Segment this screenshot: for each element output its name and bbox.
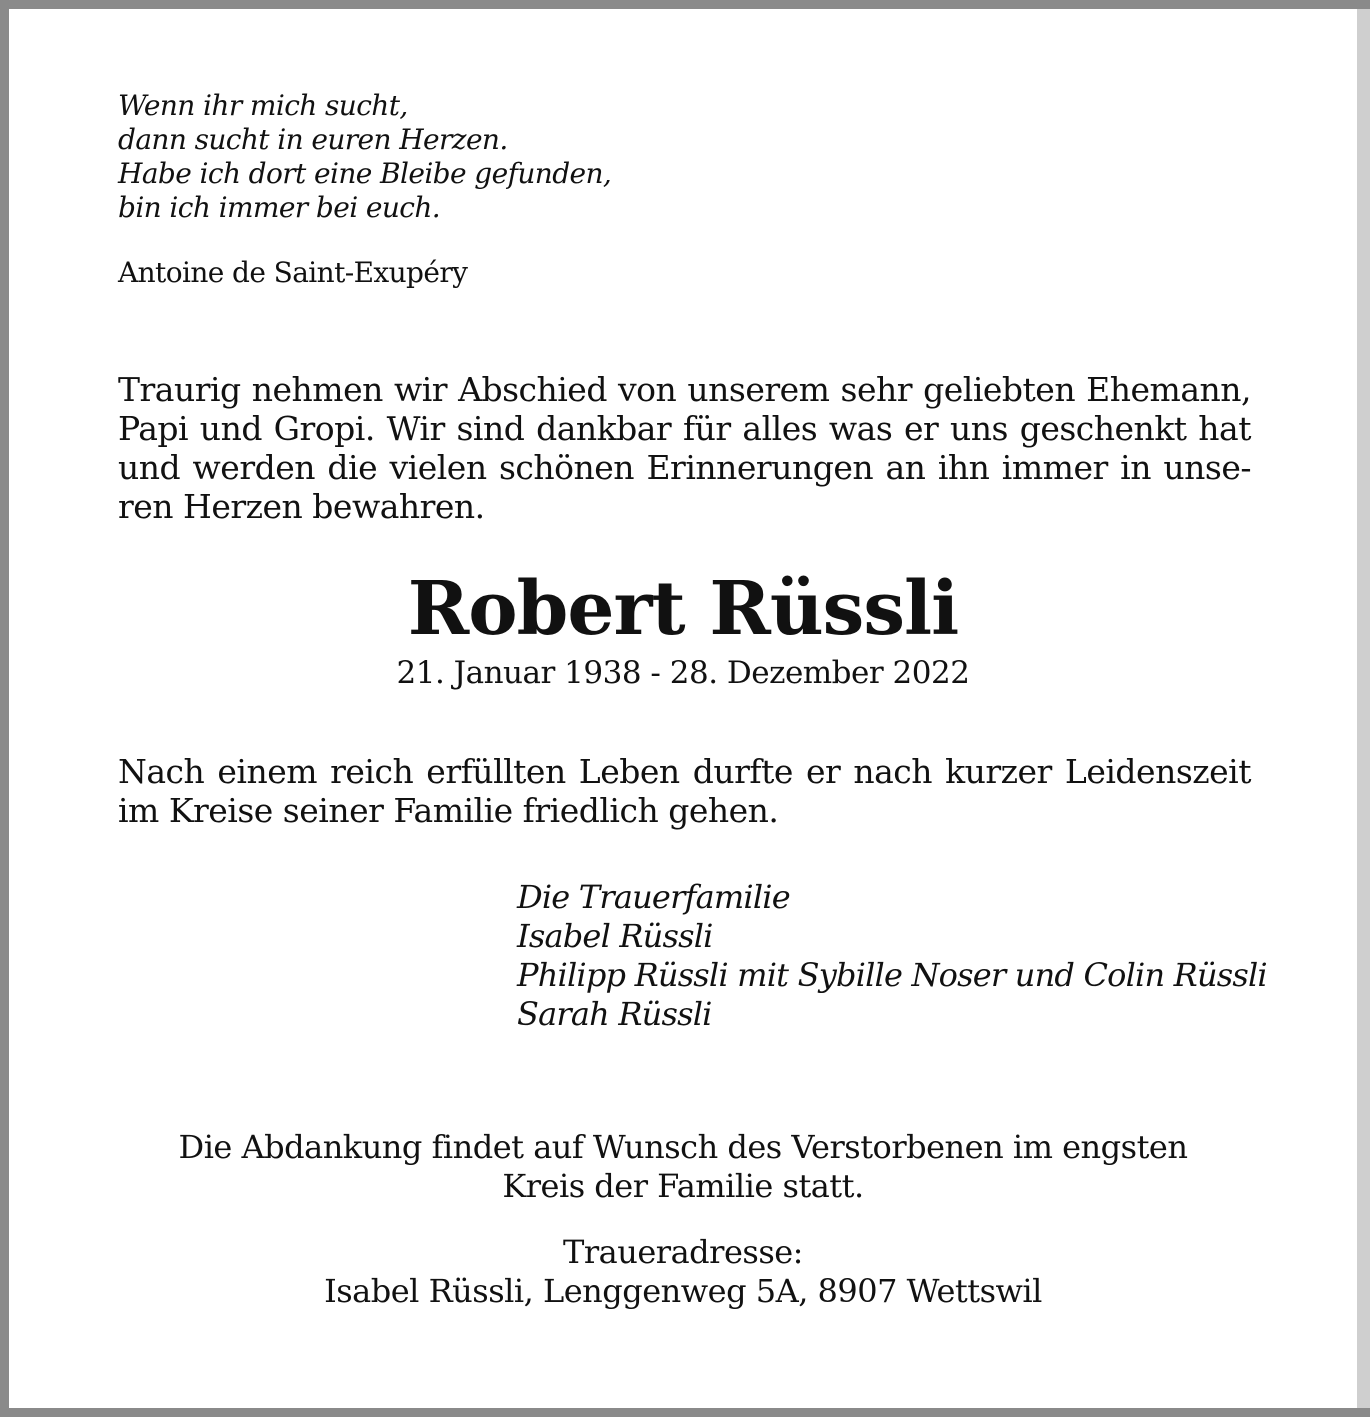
address-value: Isabel Rüssli, Lenggenweg 5A, 8907 Wettswil	[324, 1272, 1042, 1310]
deceased-name: Robert Rüssli	[407, 566, 959, 652]
family-line: Philipp Rüssli mit Sybille Noser und Colin Rüssli	[517, 956, 1267, 994]
mourning-address	[9, 1233, 1357, 1311]
intro-line: ren Herzen bewahren.	[118, 487, 485, 526]
ceremony-line: Die Abdankung findet auf Wunsch des Verstorbenen im engsten	[178, 1128, 1188, 1166]
address-label: Traueradresse:	[563, 1233, 803, 1271]
life-dates: 21. Januar 1938 - 28. Dezember 2022	[396, 655, 970, 691]
family-line: Die Trauerfamilie	[517, 878, 790, 916]
quote-line: dann sucht in euren Herzen.	[118, 123, 508, 156]
intro-line: und werden die vielen schönen Erinnerungen an ihn immer in unse-	[118, 448, 1251, 487]
intro-line: Papi und Gropi. Wir sind dankbar für alles was er uns geschenkt hat	[118, 409, 1251, 448]
quote-line: Wenn ihr mich sucht,	[118, 89, 408, 122]
ceremony-line: Kreis der Familie statt.	[502, 1167, 864, 1205]
family-line: Isabel Rüssli	[517, 917, 713, 955]
passing-text	[118, 752, 1251, 830]
obituary-page	[9, 9, 1357, 1408]
page-edge	[1357, 9, 1370, 1408]
passing-line: im Kreise seiner Familie friedlich gehen.	[118, 791, 779, 830]
quote-line: bin ich immer bei euch.	[118, 191, 441, 224]
quote-line: Habe ich dort eine Bleibe gefunden,	[118, 157, 612, 190]
quote-author: Antoine de Saint-Exupéry	[118, 256, 468, 289]
intro-text	[118, 370, 1251, 526]
quote	[118, 89, 611, 225]
passing-line: Nach einem reich erfüllten Leben durfte er nach kurzer Leidenszeit	[118, 752, 1251, 791]
ceremony-notice	[9, 1128, 1357, 1206]
family-line: Sarah Rüssli	[517, 995, 712, 1033]
mourning-family	[517, 878, 1267, 1034]
intro-line: Traurig nehmen wir Abschied von unserem sehr geliebten Ehemann,	[118, 370, 1251, 409]
